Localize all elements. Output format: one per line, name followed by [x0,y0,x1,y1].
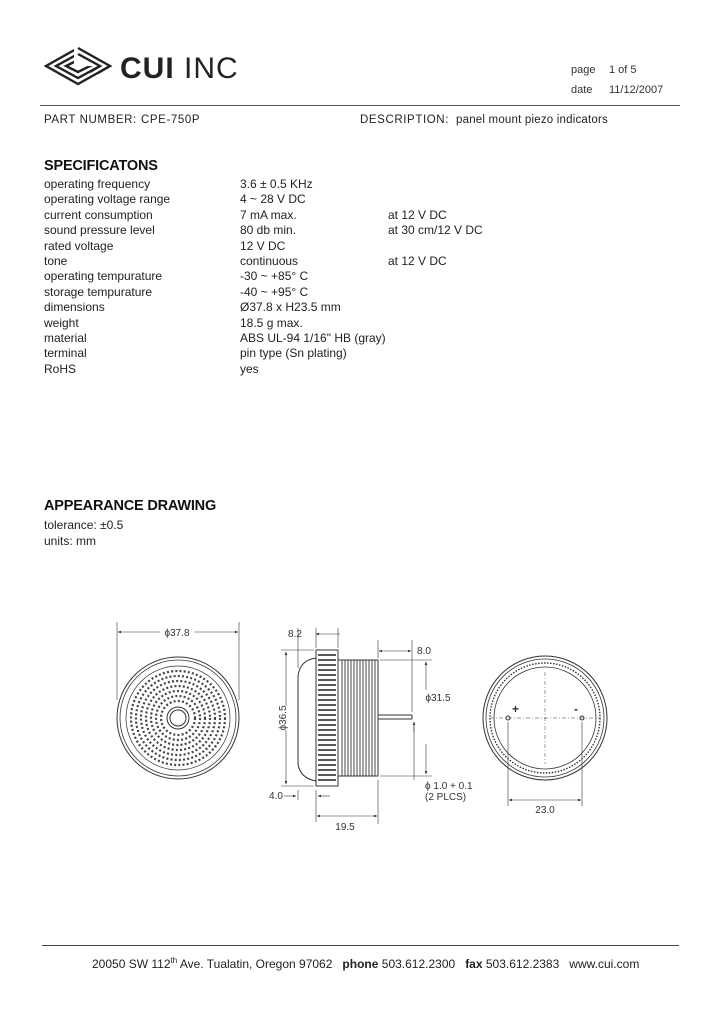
spec-row [44,300,684,315]
spec-note: at 12 V DC [388,207,447,222]
spec-name: dimensions [44,300,105,315]
footer-divider [42,945,679,946]
front-view [117,622,239,779]
spec-row [44,285,684,300]
spec-value: continuous [240,254,299,268]
spec-value: 18.5 g max. [240,315,303,330]
spec-value: -30 ~ +85° C [240,269,309,284]
page-value: 1 of 5 [609,64,637,76]
spec-name: storage tempurature [44,284,153,299]
spec-value: -40 ~ +95° C [240,284,309,299]
part-number-label: PART NUMBER: [44,114,137,126]
phone-number: 503.612.2300 [381,957,456,971]
rear-plus-label: + [512,702,520,716]
spec-name: sound pressure level [44,223,155,238]
rear-minus-label: - [574,702,578,716]
spec-row [44,208,684,223]
date-value: 11/12/2007 [609,84,664,96]
address-city: Ave. Tualatin, Oregon 97062 [177,957,333,971]
spec-note: at 12 V DC [388,254,447,268]
company-name-rest: INC [184,52,239,85]
footer-address [92,957,332,971]
side-thread-height-label: 4.0 [269,791,283,802]
front-diameter-label: ϕ37.8 [164,628,190,639]
spec-row [44,192,684,207]
spec-row [44,269,684,284]
tolerance-text: tolerance: ±0.5 [44,518,124,532]
description-value: panel mount piezo indicators [456,114,608,126]
appearance-drawing [0,600,720,840]
spec-value: yes [240,361,259,376]
website-link[interactable]: www.cui.com [569,957,640,971]
address-ordinal: th [170,956,178,965]
spec-name: operating frequency [44,177,151,191]
specifications-title: SPECIFICATONS [44,158,158,174]
thread-diameter-label: ϕ31.5 [425,693,451,704]
cui-logo-icon [44,46,116,86]
part-number-value: CPE-750P [141,114,201,126]
pin-count-label: (2 PLCS) [425,792,467,803]
spec-name: rated voltage [44,238,114,253]
spec-value: ABS UL-94 1/16" HB (gray) [240,331,386,345]
spec-name: operating tempurature [44,269,163,284]
spec-name: material [44,331,87,345]
pin-length-label: 8.0 [417,646,431,657]
spec-name: current consumption [44,207,153,222]
address-street: 20050 SW 112 [92,957,171,971]
description-label: DESCRIPTION: [360,114,449,126]
spec-value: 3.6 ± 0.5 KHz [240,177,313,191]
spec-row [44,239,684,254]
spec-row [44,254,684,269]
spec-value: 7 mA max. [240,207,297,222]
side-view [281,628,432,824]
phone-label: phone [342,957,379,971]
spec-name: RoHS [44,361,77,376]
side-body-length-label: 19.5 [335,822,355,833]
rear-view [483,656,607,806]
page-label: page [571,64,596,76]
company-name-bold: CUI [120,52,175,85]
fax-label: fax [465,957,483,971]
spec-value: Ø37.8 x H23.5 mm [240,300,341,315]
spec-value: 4 ~ 28 V DC [240,192,306,207]
spec-value: pin type (Sn plating) [240,346,347,361]
spec-row [44,316,684,331]
side-flange-width-label: 8.2 [288,629,302,640]
spec-name: tone [44,254,68,268]
spec-value: 80 db min. [240,223,297,238]
footer-contact [92,956,639,971]
date-label: date [571,84,593,96]
spec-row [44,362,684,377]
pin-diameter-label: ϕ 1.0 + 0.1 [425,781,473,792]
fax-number: 503.612.2383 [485,957,560,971]
spec-value: 12 V DC [240,238,286,253]
header-divider [40,105,680,106]
spec-row [44,223,684,238]
spec-name: terminal [44,346,87,361]
spec-row [44,346,684,361]
spec-name: operating voltage range [44,192,171,207]
units-text: units: mm [44,534,97,548]
spec-row [44,331,684,346]
spec-row [44,177,684,192]
company-name [120,52,239,86]
side-outer-diameter-label: ϕ36.5 [278,705,289,731]
rear-pin-spacing-label: 23.0 [535,805,555,816]
spec-note: at 30 cm/12 V DC [388,223,483,238]
spec-name: weight [44,315,79,330]
appearance-title: APPEARANCE DRAWING [44,498,217,514]
